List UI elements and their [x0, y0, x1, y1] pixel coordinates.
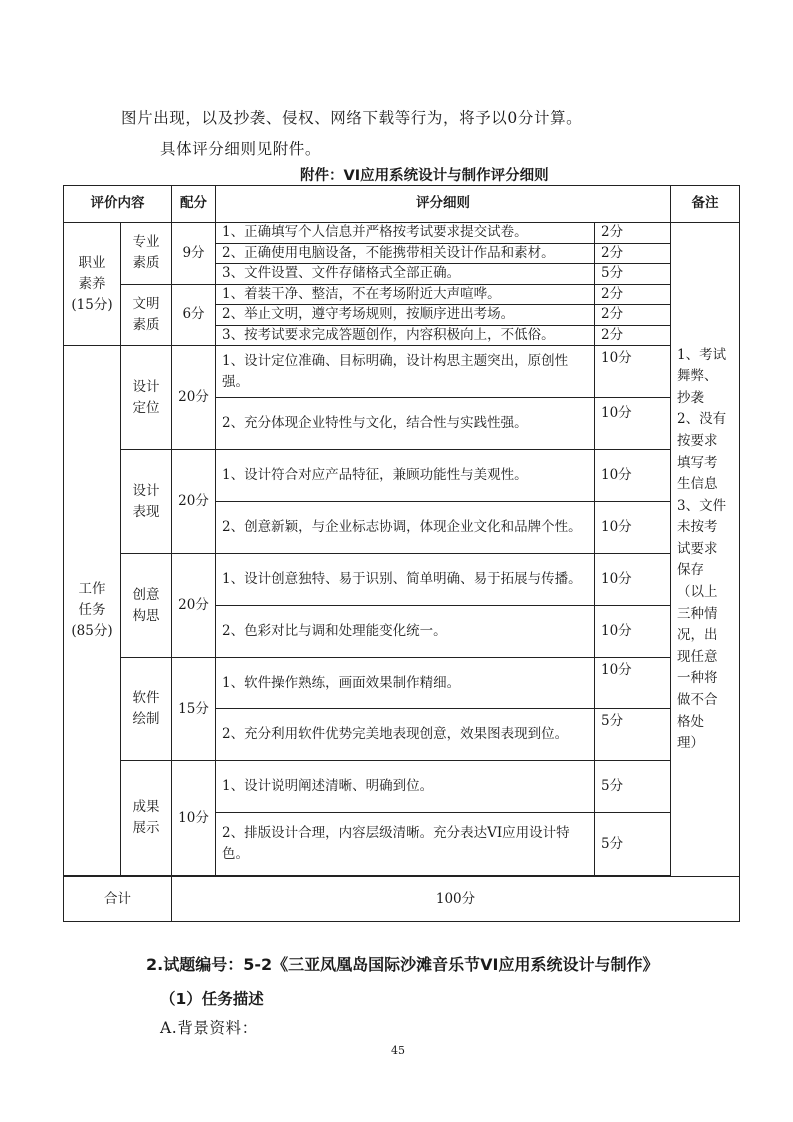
header-notes: 备注 — [671, 186, 740, 223]
total-label: 合计 — [64, 877, 172, 922]
notes-line: 舞弊、 — [677, 368, 718, 385]
header-points: 配分 — [172, 186, 216, 223]
criterion-text: 2、创意新颖，与企业标志协调，体现企业文化和品牌个性。 — [216, 502, 595, 554]
group-points: 15分 — [172, 658, 216, 761]
notes-line: 试要求 — [677, 540, 718, 557]
table-row — [64, 346, 740, 398]
notes-line: 现任意 — [677, 648, 718, 665]
table-row — [64, 284, 740, 305]
group-points: 20分 — [172, 346, 216, 450]
criterion-text: 2、排版设计合理，内容层级清晰。充分表达VI应用设计特色。 — [216, 813, 595, 876]
criterion-text: 2、充分利用软件优势完美地表现创意，效果图表现到位。 — [216, 709, 595, 761]
notes-line: 按要求 — [677, 432, 718, 449]
criterion-text: 3、文件设置、文件存储格式全部正确。 — [216, 264, 595, 285]
notes-line: 一种将 — [677, 670, 718, 687]
criterion-score: 2分 — [595, 243, 671, 264]
total-row — [64, 877, 740, 922]
section-2-subheading: （1）任务描述 — [160, 990, 264, 1008]
notes-line: 3、文件 — [677, 497, 727, 514]
criterion-score: 2分 — [595, 223, 671, 244]
table-caption: 附件：VI应用系统设计与制作评分细则 — [300, 168, 549, 184]
criterion-text: 2、正确使用电脑设备，不能携带相关设计作品和素材。 — [216, 243, 595, 264]
notes-line: 抄袭 — [677, 389, 704, 406]
notes-line: 三种情 — [677, 605, 718, 622]
criterion-score: 5分 — [595, 709, 671, 761]
group-label: 创意 构思 — [121, 554, 172, 658]
criterion-score: 10分 — [595, 502, 671, 554]
group-points: 6分 — [172, 284, 216, 346]
criterion-score: 5分 — [595, 264, 671, 285]
criterion-text: 1、着装干净、整洁，不在考场附近大声喧哗。 — [216, 284, 595, 305]
notes-line: 2、没有 — [677, 411, 727, 428]
group-points: 20分 — [172, 450, 216, 554]
group-label: 专业 素质 — [121, 223, 172, 285]
intro-line-1: 图片出现，以及抄袭、侵权、网络下载等行为，将予以0分计算。 — [121, 109, 583, 127]
group-label: 软件 绘制 — [121, 658, 172, 761]
criterion-text: 2、充分体现企业特性与文化，结合性与实践性强。 — [216, 398, 595, 450]
section-2-item: A.背景资料： — [160, 1019, 258, 1037]
scoring-table — [63, 185, 740, 922]
criterion-text: 3、按考试要求完成答题创作，内容积极向上，不低俗。 — [216, 325, 595, 346]
criterion-score: 10分 — [595, 658, 671, 709]
group-points: 20分 — [172, 554, 216, 658]
criterion-score: 5分 — [595, 813, 671, 876]
criterion-text: 2、举止文明，遵守考场规则，按顺序进出考场。 — [216, 305, 595, 326]
criterion-score: 2分 — [595, 284, 671, 305]
criterion-score: 10分 — [595, 398, 671, 450]
table-row — [64, 554, 740, 606]
criterion-score: 10分 — [595, 450, 671, 502]
page-number: 45 — [391, 1044, 405, 1057]
criterion-score: 10分 — [595, 554, 671, 606]
notes-line: 做不合 — [677, 692, 718, 709]
notes-line: 1、考试 — [677, 346, 727, 363]
notes-line: （以上 — [677, 584, 718, 601]
criterion-text: 1、设计说明阐述清晰、明确到位。 — [216, 761, 595, 813]
criterion-score: 10分 — [595, 346, 671, 398]
total-value: 100分 — [172, 877, 740, 922]
criterion-text: 2、色彩对比与调和处理能变化统一。 — [216, 606, 595, 658]
intro-line-2: 具体评分细则见附件。 — [160, 140, 322, 158]
group-label: 设计 定位 — [121, 346, 172, 450]
criterion-text: 1、软件操作熟练，画面效果制作精细。 — [216, 658, 595, 709]
header-content: 评价内容 — [64, 186, 172, 223]
group-label: 成果 展示 — [121, 761, 172, 876]
notes-line: 未按考 — [677, 519, 718, 536]
notes-line: 生信息 — [677, 476, 718, 493]
section-label: 工作 任务 (85分) — [64, 346, 121, 876]
group-points: 10分 — [172, 761, 216, 876]
criterion-score: 2分 — [595, 325, 671, 346]
table-row — [64, 658, 740, 709]
criterion-text: 1、设计创意独特、易于识别、简单明确、易于拓展与传播。 — [216, 554, 595, 606]
section-2-heading: 2.试题编号：5-2《三亚凤凰岛国际沙滩音乐节VI应用系统设计与制作》 — [146, 955, 659, 974]
header-details: 评分细则 — [216, 186, 671, 223]
table-row — [64, 223, 740, 244]
criterion-score: 2分 — [595, 305, 671, 326]
table-row — [64, 450, 740, 502]
criterion-text: 1、正确填写个人信息并严格按考试要求提交试卷。 — [216, 223, 595, 244]
group-points: 9分 — [172, 223, 216, 285]
notes-line: 理） — [677, 735, 704, 752]
section-label: 职业 素养 (15分) — [64, 223, 121, 346]
criterion-score: 5分 — [595, 761, 671, 813]
criterion-text: 1、设计符合对应产品特征，兼顾功能性与美观性。 — [216, 450, 595, 502]
table-header-row — [64, 186, 740, 223]
notes-line: 况，出 — [677, 627, 718, 644]
criterion-score: 10分 — [595, 606, 671, 658]
group-label: 文明 素质 — [121, 284, 172, 346]
notes-line: 保存 — [677, 562, 704, 579]
group-label: 设计 表现 — [121, 450, 172, 554]
table-row — [64, 761, 740, 813]
notes-line: 填写考 — [677, 454, 718, 471]
notes-cell — [671, 223, 740, 877]
notes-line: 格处 — [677, 713, 704, 730]
criterion-text: 1、设计定位准确、目标明确，设计构思主题突出，原创性强。 — [216, 346, 595, 398]
